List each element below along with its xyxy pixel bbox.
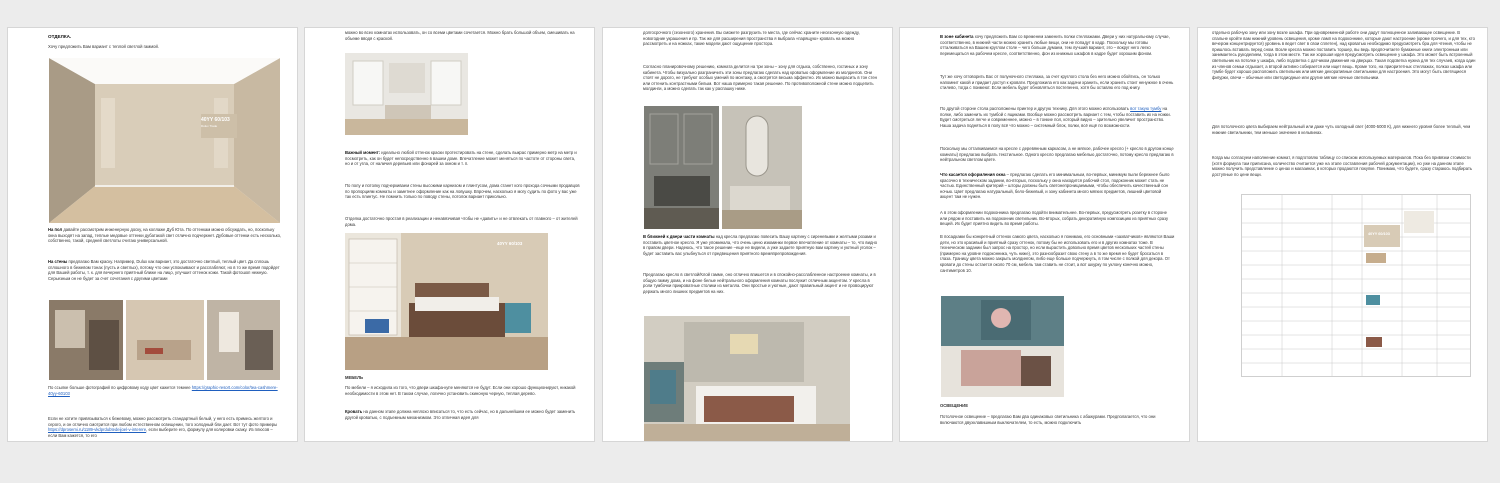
table-swatch-label: 40YY 60/103 xyxy=(1368,232,1390,236)
accent-wall-photo xyxy=(941,296,1064,397)
link-intro-text: По ссылке больше фотографий по цифровому коду цвет кажется темнее xyxy=(48,385,191,390)
chair-paragraph: Поскольку мы отталкиваемся на кресле с деревянным каркасом, а не мягкое, рабочее кресло (+ кресло в другом конце комнаты) предлагаю выбрать текстильное. Одного кресло предлагаю мебелью достаточно, потому кресло предлагаю в нейтральном светлом цвете. xyxy=(940,146,1174,163)
entrance-text: над кресла предлагаю повесить Вашу картину с сиреневыми и желтыми розами и поставить цветное кресло. Я уже упоминала, что очень ценю изюминки первое впечатление от комнаты – то, что видно в правом двери. Надеюсь, что такое решение –еще не видели, а уже задаете приятную вам картину и уютный уголок – будет заставить вас улыбнуться от предвещения приятного времяпрепровождения. xyxy=(643,234,878,256)
walls-text: предлагаю Вам краску. Например, Dulux как вариант, это достаточно светлый, теплый цвет. Да сплошь сплошного в бежевом тонах (пусть и светлых), потому что они успокаивают и расслабляют, но в то же время подойдет для Вашей работы, т. к. для вечернего приятный ближе на лицо, улучшит оттенок кожи. Такой фотошоп нежную. Серьезным он не будет за счет сочетания с другими цветами xyxy=(48,259,280,281)
floor-text: давайте рассмотрим инженерную доску, на коллаже Дуб Юта. По оттенкам можно обсуждать, но, поскольку окна выходят на запад, теплые медовые оттенки дубатакой свет отлично подчеркнет. Дубовые оттенки есть несколько, собственно, такой, средней светлоты считаю универсальной. xyxy=(48,227,282,244)
armchair-render-svg xyxy=(644,316,850,441)
molding-left-svg xyxy=(644,106,719,229)
important-moment-lead: Важный момент: xyxy=(345,150,381,155)
document-page-4 xyxy=(900,28,1189,441)
materials-table-image xyxy=(1241,194,1471,377)
floor-lead: На пол xyxy=(48,227,63,232)
walls-lead: На стены xyxy=(48,259,68,264)
lighting-paragraph: Потолочное освещение – предлагаю Вам два одинаковых светильника с абажурами. Предполагается, что они включаются двухклавишным выключателем, то есть, можно подключить xyxy=(940,414,1156,425)
room-render-svg xyxy=(49,58,280,223)
lighting-section-heading: ОСВЕЩЕНИЕ xyxy=(940,403,968,408)
desk-text-2: на полке, либо заменить их тумбой с ящиками. Вообще можно рассмотреть вариант с тем, чтобы поставить их на ножки. Будет смотреться легче и современнее, можно – в тонкие пол, который видно – зрительно увеличит пространство. Наша задача подняться в полу всё что можно – системный блок, полки, всё ещё по возможности. xyxy=(940,106,1171,128)
document-page-1 xyxy=(8,28,297,441)
link-paragraph xyxy=(48,385,283,396)
bedroom-swatch-label: 40YY 60/103 xyxy=(497,241,523,246)
entrance-lead: В ближней к двери части комнаты xyxy=(643,234,715,239)
materials-table-svg xyxy=(1242,195,1470,376)
wall-color-collage xyxy=(49,300,280,380)
bed-paragraph xyxy=(345,409,580,420)
beige-paragraph xyxy=(48,416,283,438)
accent-wall-svg xyxy=(941,296,1064,397)
document-page-2 xyxy=(305,28,594,441)
document-page-5 xyxy=(1198,28,1487,441)
temperature-paragraph: Для потолочного цвета выбираем нейтральный или даже чуть холодный свет (4000-5000 К), для нижнего уровня более теплый, чем нижние светильники, тем меньше значение в кельвинах. xyxy=(1212,124,1471,135)
cabinet-paragraph xyxy=(940,34,1175,56)
materials-paragraph: Когда мы согласуем наполнение комнат, я подготовлю таблицу со списком используемых материалов. Пока без привязки стоимости (хотя формула там приписана, количество считается уже на этапе составления рабочей документации), но уже на данном этапе можно получить представление о ценах и магазинах, в которых продаются покупке. Понимаю, что будете, сразу стараюсь подбирать доступные по цене вещи. xyxy=(1212,155,1473,177)
windows-paragraph xyxy=(940,172,1175,200)
accent-paragraph-2: В посадками бы конкретный оттенок самого цвета, насколько я понимаю, его основными «захватчиков» являются Ваши дети, но это красивый и приятный сразу оттенок, потому бы не использовать его и в других комнатах тоже. В техническом задании был запрос на простор, но если вырастить довольно время цветов нескольких частей стены (примерно на уровне подоконника, чуть ниже), это разнообразит свою стену а в то же время не будет бросаться в глаза. Границу цвета можно закрыть молдингом, либо еще больше подчеркнуть, в том числе с полкой для декора. От кровати до стены остается около 70 см, мебель там ставить не стоит, а вот шкурку по уклону конечно можно, сантиметров 10. xyxy=(940,234,1175,273)
furniture-caption: МЕБЕЛЬ xyxy=(345,375,364,380)
beige-end-text: , если выберите его, формулу для колеровки скажу. Из плюсов – если Вам кажется, то его xyxy=(48,427,273,438)
ceiling-paragraph: По полу и потолку подчеркиваем стены высокими карнизом и плинтусом, дома станет кого прохода сочными продавцов по пропорциям комнаты и заметнее оформление как на ловушку. Впрочем, насколько я могу судить по фото у вас уже так есть плинтус. Не помнить только по поводу стены, потолок вариант прикольно. xyxy=(345,183,580,200)
page5-top-text: отдельно рабочую зону или зону возле шкафа. При одновременной работе они дадут полноценное заливающее освещение. В спальне кройте вам нижний уровень освещения, кроме ламп на подоконнике, которые дают настроение (кроме прочего, и для тех, кто вечером концентрируется) уровень в ведет свет в свои сплетен), над кроватью необходимо предусмотреть бра для чтения, чтобы не пришлось вставать перед сном. Возле кресла можно поставить торшер, вы ведь предпочитаете бумажные книги электронным или занимаетесь рукоделием, тогда в этом месте. Так же хорошая идея предусмотреть освещение у шкафа. Это может быть встроенный светильник на потолке у шкафа, либо подсветка с датчиком движения на дверцах. Такая подсветка нужна для тех случаев, когда один из членов семьи отдыхает, а второй активно собирается или ищет вещь. Кроме того, на приоритетных стеллажах, полках шкафа или тумбе будет хорошо расположить светильник или мягкие декоративные светильники для настроения. Это могут быть светящиеся фигурки, свечи – обычные или светодиодные или другие мягкие ночные светильники. xyxy=(1212,30,1476,80)
windows-text: – предлагаю сделать его минимальным, во-первых, минимум пыли бережнее было красочно в техническом задании, во-вторых, поскольку у окна находится рабочий стол, подоконник может стать не частью. Единственный критерий – шторы должны быть светонепроницаемыми, чтобы обеспечить качественный сон ночью. Цвет предлагаю натуральный, бело-бежевый, и зону кабинета много мягких предметов, лишний цветовой акцент там не нужен. xyxy=(940,172,1170,200)
white-interior-photo xyxy=(345,53,468,135)
cabinet-text: хочу предложить Вам со временем заменить полки стеллажами. Двери у них натуральному случае, соответственно, в нижней части можно хранить любые вещи, они не попадут в кадр. Поскольку мы готовы отталкиваться на Вашем круглом столе – чего больше думаем, тем лучший вариант, это – вокруг него легко перемещаться на рабочем кресле, соответственно, фон из книжных шкафов в кадре будет хорошим фоном. xyxy=(940,34,1170,56)
bedroom-render-image xyxy=(345,233,548,370)
desk-text: По другой стороне стола расположены принтер и другую технику. Для этого можно использовать xyxy=(940,106,1129,111)
accent-paragraph: А в этом оформлении подоконника предлагаю подойти внимательнее. Во-первых, предусмотреть розетку в стороне или рядом и поставить на подоконник светильник. Во-вторых, собрать декоративную композицию из приятных сразу вещей. Их будет приятно видеть во время работы. xyxy=(940,210,1169,227)
important-moment-paragraph xyxy=(345,150,580,167)
tumba-link[interactable]: вот такую тумбу xyxy=(1130,106,1162,111)
interior-photo-link[interactable]: https://dprosemi.ru/1189-vkdprdubtedeijoel-v-interere xyxy=(48,427,147,433)
table-paragraph: Тут же хочу отговорить Вас от полуночного стеллажа, за счет круглого стола без него можно обойтись, он только напомнит какой и придает доступ к кровати. Предложила его как задачи хранить, если хранить стоит ненужное в очень стилево, тогда с поимеют. Если мебель будет обновляться постепенно, хотя бы оставлю его под книгу. xyxy=(940,74,1174,91)
walls-paragraph xyxy=(48,259,283,281)
intro-text: Хочу предложить Вам вариант с теплой светлой гаммой. xyxy=(48,44,159,49)
desk-paragraph xyxy=(940,106,1175,128)
furniture-paragraph: По мебели – я исходила из того, что двери шкафа-купе меняются не будут. Если они хорошо функционируют, никакой необходимости в этом нет. В таком случае, логично установить скиноную черную, теплая дерево. xyxy=(345,385,576,396)
molding-right-svg xyxy=(722,106,802,229)
bed-lead: Кровать xyxy=(345,409,363,414)
molding-photo-right xyxy=(722,106,802,229)
floor-paragraph xyxy=(48,227,283,244)
bedroom-armchair-render xyxy=(644,316,850,441)
page2-top-text: можно во всех комнатах использовать, он со всеми цветами сочетается. Можно брать большой объем, смешивать на объеме вводя с краской. xyxy=(345,30,575,41)
bed-text: на данном этапе должна неплохо вписаться то, что есть сейчас, но в дальнейшем ее можно будет заменить другой кроватью, с подъемным механизмом. Это отличная идея для xyxy=(345,409,576,420)
color-link[interactable]: https://graphic-resort.com/color/tea-cashmere-40yy-60103 xyxy=(48,385,278,396)
swatch-brand-label: Dulux Trade xyxy=(201,124,218,128)
cabinet-lead: В зоне кабинета xyxy=(940,34,974,39)
swatch-code-label: 40YY 60/103 xyxy=(201,117,230,123)
entrance-paragraph xyxy=(643,234,878,256)
zones-paragraph: Согласно планировочному решению, комната делится на три зоны – зону для отдыха, собственно, гостиных и зону кабинета. Чтобы визуально разграничить эти зоны предлагаю сделать над кроватью оформление из молдингов. Они стоят не дорого, не требуют особых умений по монтажу, а смотрятся весьма эффектно. Их можно выкрасить в тон стен или оттенить контрастными белым. Вот наша примерно такая решение. По противоположной стене можно подцепить молдинги, а можно сделать так как у распашку ниже. xyxy=(643,64,877,92)
section-heading-finish: ОТДЕЛКА. xyxy=(48,34,72,39)
windows-lead: Что касается оформления окна xyxy=(940,172,1006,177)
collage-svg xyxy=(49,300,280,380)
beige-text: Если не хотите привязываться к бежевому, можно рассмотреть стандартный белый, у него есть примесь желтого и серого, и он отлично смотрится при любом естественном освещении, того холодный бли дает. Вот тут фото примеры xyxy=(48,416,278,427)
bedroom-render-svg xyxy=(345,233,548,370)
armchair-paragraph: Предлагаю кресло в светлой/Клой гамме, оно отлично впишется и в спокойно-расслабленное настроение комнаты, и в общую гамму дома, и на фоне белые нейтрального оформления комнаты послужит отличным акцентом. У кресла в роли тумбочки прикроватные столики из металла. Они простые и уютные, дают правильный акцент и не провоцируют держать много лишних предметов на них. xyxy=(643,272,876,294)
white-interior-svg xyxy=(345,53,468,135)
document-page-3 xyxy=(603,28,892,441)
finish-paragraph: Отделка достаточно простая в реализации и ненавязчивая чтобы не «давить» и не отвлекать от главного – от жителей дома. xyxy=(345,216,578,227)
molding-photo-left xyxy=(644,106,719,229)
page3-top-text: долгосрочного (сезонного) хранения. Вы сможете разгрузить те места, где сейчас храните несезонную одежду, новогодние украшения и пр. Так же для расширения пространства я выбрала «парящую» кровать на можно рассмотреть и на ножках, такие модели дают ощущение простора. xyxy=(643,30,860,47)
room-render-image xyxy=(49,58,280,223)
important-moment-text: идеально любой оттенок краски протестировать на стене, сделать выкрас примерно метр на метр и посмотреть, как он будет непосредственно в вашем доме. Впечатление может меняться по частоте от стороны света, но и от угла, от наличия деревьев или фонарей за окном и т. п. xyxy=(345,150,577,167)
